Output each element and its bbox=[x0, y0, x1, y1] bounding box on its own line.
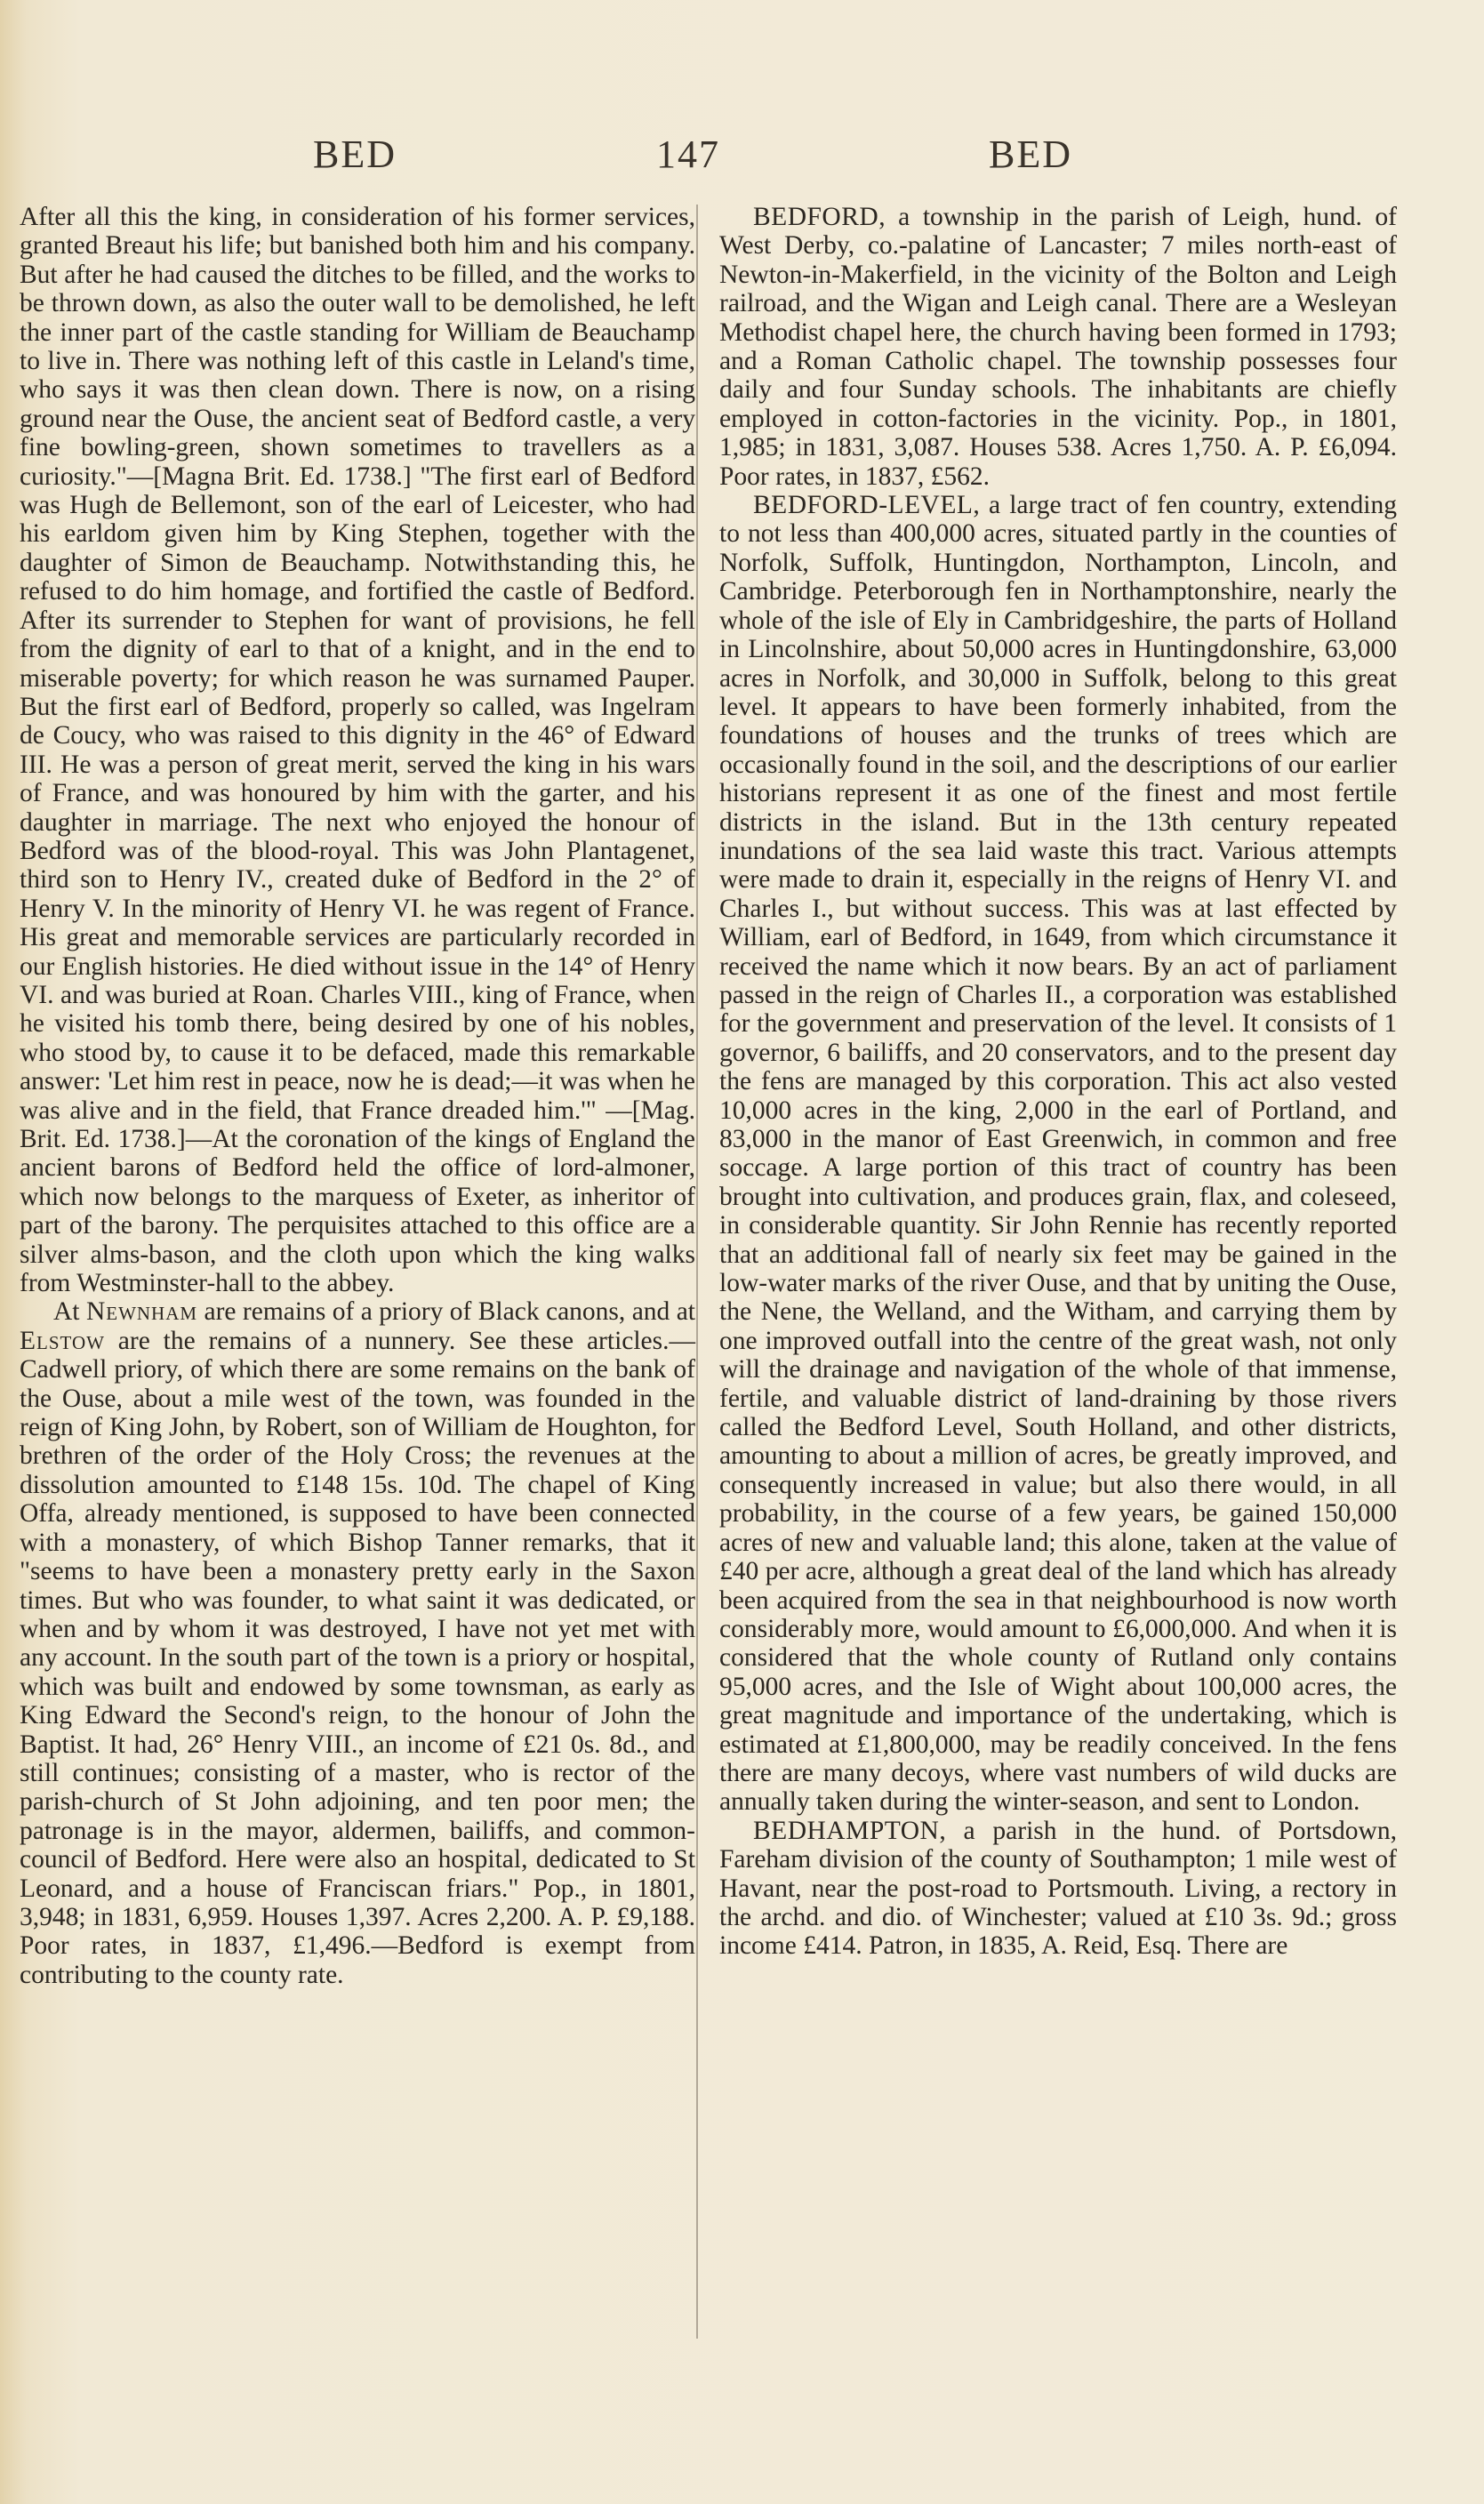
header-left-word: BED bbox=[313, 132, 397, 176]
entry-text-bedford-level: , a large tract of fen country, extending to not less than 400,000 acres, situated partly in the counties of Norfolk, Suffolk, Huntingdon, Northampton, Lincoln, and Cambridge. Peterborough fen in Northamptonshire, nearly the whole of the isle of Ely in Cambridgeshire, the parts of Holland in Lincolnshire, about 50,000 acres in Huntingdonshire, 63,000 acres in Norfolk, and 30,000 in Suffolk, belong to this great level. It appears to have been formerly inhabited, from the foundations of houses and the trunks of trees which are occasionally found in the soil, and the descriptions of our earlier historians represent it as one of the finest and most fertile districts in the island. But in the 13th century repeated inundations of the sea laid waste this tract. Various attempts were made to drain it, especially in the reigns of Henry VI. and Charles I., but without success. This was at last effected by William, earl of Bedford, in 1649, from which circumstance it received the name which it now bears. By an act of parliament passed in the reign of Charles II., a corporation was established for the government and preservation of the level. It consists of 1 governor, 6 bailiffs, and 20 conservators, and to the present day the fens are managed by this corporation. This act also vested 10,000 acres in the king, 2,000 in the earl of Portland, and 83,000 in the manor of East Greenwich, in common and free soccage. A large portion of this tract of country has been brought into cultivation, and produces grain, flax, and coleseed, in considerable quantity. Sir John Rennie has recently reported that an additional fall of nearly six feet may be gained in the low-water marks of the river Ouse, and that by uniting the Ouse, the Nene, the Welland, and the Witham, and carrying them by one improved outfall into the centre of the great wash, not only will the drainage and navigation of the whole of that immense, fertile, and valuable district of land-draining by those rivers called the Bedford Level, South Holland, and other districts, amounting to about a million of acres, be greatly improved, and consequently increased in value; but also there would, in all probability, in the course of a few years, be gained 150,000 acres of new and valuable land; this alone, taken at the value of £40 per acre, although a great deal of the land which has already been acquired from the sea in that neighbourhood is now worth considerably more, would amount to £6,000,000. And when it is considered that the whole county of Rutland only contains 95,000 acres, and the Isle of Wight about 100,000 acres, the great magnitude and importance of the undertaking, which is estimated at £1,800,000, may be readily conceived. In the fens there are many decoys, where vast numbers of wild ducks are annually taken during the winter-season, and sent to London. bbox=[719, 491, 1397, 1817]
left-column bbox=[20, 203, 695, 1989]
entry-bedhampton bbox=[719, 1817, 1397, 1961]
header-right-word: BED bbox=[989, 132, 1072, 176]
place-elstow: Elstow bbox=[20, 1326, 105, 1355]
text-run: are the remains of a nunnery. See these articles.—Cadwell priory, of which there are some remains on the bank of the Ouse, about a mile west of the town, was founded in the reign of King John, by Robert, son of William de Houghton, for brethren of the order of the Holy Cross; the revenues at the dissolution amounted to £148 15s. 10d. The chapel of King Offa, already mentioned, is supposed to have been connected with a monastery, of which Bishop Tanner remarks, that it "seems to have been a monastery pretty early in the Saxon times. But who was founder, to what saint it was dedicated, or when and by whom it was destroyed, I have not yet met with any account. In the south part of the town is a priory or hospital, which was built and endowed by some townsman, as early as King Edward the Second's reign, to the honour of John the Baptist. It had, 26° Henry VIII., an income of £21 0s. 8d., and still continues; consisting of a master, who is rector of the parish-church of St John adjoining, and ten poor men; the patronage is in the mayor, aldermen, bailiffs, and common-council of Bedford. Here were also an hospital, dedicated to St Leonard, and a house of Franciscan friars." Pop., in 1801, 3,948; in 1831, 6,959. Houses 1,397. Acres 2,200. A. P. £9,188. Poor rates, in 1837, £1,496.—Bedford is exempt from contributing to the county rate. bbox=[20, 1326, 695, 1989]
entry-bedford-township bbox=[719, 203, 1397, 491]
entry-heading-bedford: BEDFORD bbox=[753, 203, 879, 231]
entry-heading-bedford-level: BEDFORD-LEVEL bbox=[753, 491, 974, 520]
place-newnham: Newnham bbox=[85, 1297, 198, 1327]
running-head bbox=[0, 132, 1484, 176]
page-number: 147 bbox=[656, 132, 720, 176]
text-run: At bbox=[53, 1297, 86, 1327]
entry-heading-bedhampton: BEDHAMPTON bbox=[753, 1816, 940, 1845]
entry-bedford-level bbox=[719, 491, 1397, 1817]
entry-text-bedford: , a township in the parish of Leigh, hund. of West Derby, co.-palatine of Lancaster; 7 miles north-east of Newton-in-Makerfield, in the vicinity of the Bolton and Leigh railroad, and the Wigan and Leigh canal. There are a Wesleyan Methodist chapel here, the church having been formed in 1793; and a Roman Catholic chapel. The township possesses four daily and four Sunday schools. The inhabitants are chiefly employed in cotton-factories in the vicinity. Pop., in 1801, 1,985; in 1831, 3,087. Houses 538. Acres 1,750. A. P. £6,094. Poor rates, in 1837, £562. bbox=[719, 203, 1397, 491]
text-run: are remains of a priory of Black canons, and at bbox=[197, 1297, 696, 1327]
paragraph-religious-houses bbox=[20, 1297, 695, 1989]
right-column bbox=[719, 203, 1397, 1961]
entry-text-bedhampton: , a parish in the hund. of Portsdown, Fareham division of the county of Southampton; 1 mile west of Havant, near the post-road to Portsmouth. Living, a rectory in the archd. and dio. of Winchester; valued at £10 3s. 9d.; gross income £414. Patron, in 1835, A. Reid, Esq. There are bbox=[719, 1816, 1397, 1961]
column-rule bbox=[696, 205, 698, 2339]
paragraph-earls-of-bedford: After all this the king, in consideration of his former services, granted Breaut his life; but banished both him and his company. But after he had caused the ditches to be filled, and the works to be thrown down, as also the outer wall to be demolished, he left the inner part of the castle standing for William de Beauchamp to live in. There was nothing left of this castle in Leland's time, who says it was then clean down. There is now, on a rising ground near the Ouse, the ancient seat of Bedford castle, a very fine bowling-green, shown sometimes to travellers as a curiosity."—[Magna Brit. Ed. 1738.] "The first earl of Bedford was Hugh de Bellemont, son of the earl of Leicester, who had his earldom given him by King Stephen, together with the daughter of Simon de Beauchamp. Notwithstanding this, he refused to do him homage, and fortified the castle of Bedford. After its surrender to Stephen for want of provisions, he fell from the dignity of earl to that of a knight, and in the end to miserable poverty; for which reason he was surnamed Pauper. But the first earl of Bedford, properly so called, was Ingelram de Coucy, who was raised to this dignity in the 46° of Edward III. He was a person of great merit, served the king in his wars of France, and was honoured by him with the garter, and his daughter in marriage. The next who enjoyed the honour of Bedford was of the blood-royal. This was John Plantagenet, third son to Henry IV., created duke of Bedford in the 2° of Henry V. In the minority of Henry VI. he was regent of France. His great and memorable services are particularly recorded in our English histories. He died without issue in the 14° of Henry VI. and was buried at Roan. Charles VIII., king of France, when he visited his tomb there, being desired by one of his nobles, who stood by, to cause it to be defaced, made this remarkable answer: 'Let him rest in peace, now he is dead;—it was when he was alive and in the field, that France dreaded him.'" —[Mag. Brit. Ed. 1738.]—At the coronation of the kings of England the ancient barons of Bedford held the office of lord-almoner, which now belongs to the marquess of Exeter, as inheritor of part of the barony. The perquisites attached to this office are a silver alms-bason, and the cloth upon which the king walks from Westminster-hall to the abbey. bbox=[20, 203, 695, 1298]
